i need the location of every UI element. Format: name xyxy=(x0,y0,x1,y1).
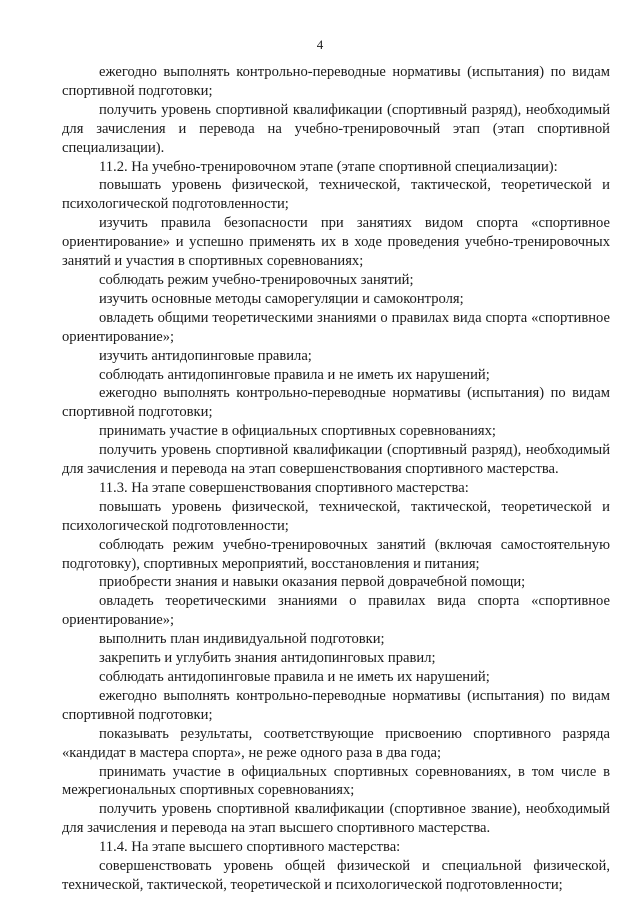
paragraph: принимать участие в официальных спортивных соревнованиях, в том числе в межрегиональных спортивных соревнованиях; xyxy=(62,763,610,799)
document-body xyxy=(62,63,610,895)
paragraph: овладеть теоретическими знаниями о правилах вида спорта «спортивное ориентирование»; xyxy=(62,593,610,629)
paragraph: ежегодно выполнять контрольно-переводные нормативы (испытания) по видам спортивной подготовки; xyxy=(62,687,610,723)
paragraph: изучить основные методы саморегуляции и самоконтроля; xyxy=(99,290,464,307)
section-heading: 11.2. На учебно-тренировочном этапе (этапе спортивной специализации): xyxy=(99,158,558,175)
paragraph: соблюдать антидопинговые правила и не иметь их нарушений; xyxy=(99,669,490,685)
section-heading: 11.3. На этапе совершенствования спортивного мастерства: xyxy=(99,479,469,496)
section-heading: 11.4. На этапе высшего спортивного мастерства: xyxy=(99,839,401,856)
paragraph: изучить антидопинговые правила; xyxy=(99,347,312,364)
paragraph: получить уровень спортивной квалификации (спортивный разряд), необходимый для зачисления и перевода на учебно-тренировочный этап (этап спортивной специализации). xyxy=(62,101,610,156)
paragraph: повышать уровень физической, технической, тактической, теоретической и психологической подготовленности; xyxy=(62,177,610,213)
paragraph: закрепить и углубить знания антидопинговых правил; xyxy=(99,650,436,667)
paragraph: получить уровень спортивной квалификации (спортивное звание), необходимый для зачисления и перевода на этап высшего спортивного мастерства. xyxy=(62,801,610,837)
paragraph: получить уровень спортивной квалификации (спортивный разряд), необходимый для зачисления и перевода на этап совершенствования спортивного мастерства. xyxy=(62,442,610,478)
paragraph: соблюдать режим учебно-тренировочных занятий (включая самостоятельную подготовку), спортивных мероприятий, восстановления и питания; xyxy=(62,536,610,572)
page-number: 4 xyxy=(316,37,324,52)
paragraph: ежегодно выполнять контрольно-переводные нормативы (испытания) по видам спортивной подготовки; xyxy=(62,385,610,421)
paragraph: совершенствовать уровень общей физической и специальной физической, технической, тактической, теоретической и психологической подготовленности; xyxy=(62,858,610,893)
paragraph: изучить правила безопасности при занятиях видом спорта «спортивное ориентирование» и успешно применять их в ходе проведения учебно-тренировочных занятий и участия в спортивных соревнованиях; xyxy=(62,215,610,270)
paragraph: соблюдать антидопинговые правила и не иметь их нарушений; xyxy=(99,366,490,383)
paragraph: соблюдать режим учебно-тренировочных занятий; xyxy=(99,271,414,288)
paragraph: принимать участие в официальных спортивных соревнованиях; xyxy=(99,423,496,440)
paragraph: показывать результаты, соответствующие присвоению спортивного разряда «кандидат в мастера спорта», не реже одного раза в два года; xyxy=(62,725,610,761)
paragraph: повышать уровень физической, технической, тактической, теоретической и психологической подготовленности; xyxy=(62,498,610,534)
paragraph: приобрести знания и навыки оказания первой доврачебной помощи; xyxy=(99,574,526,591)
paragraph: овладеть общими теоретическими знаниями о правилах вида спорта «спортивное ориентирование»; xyxy=(62,309,610,345)
paragraph: выполнить план индивидуальной подготовки; xyxy=(99,631,385,648)
paragraph: ежегодно выполнять контрольно-переводные нормативы (испытания) по видам спортивной подготовки; xyxy=(62,64,610,99)
